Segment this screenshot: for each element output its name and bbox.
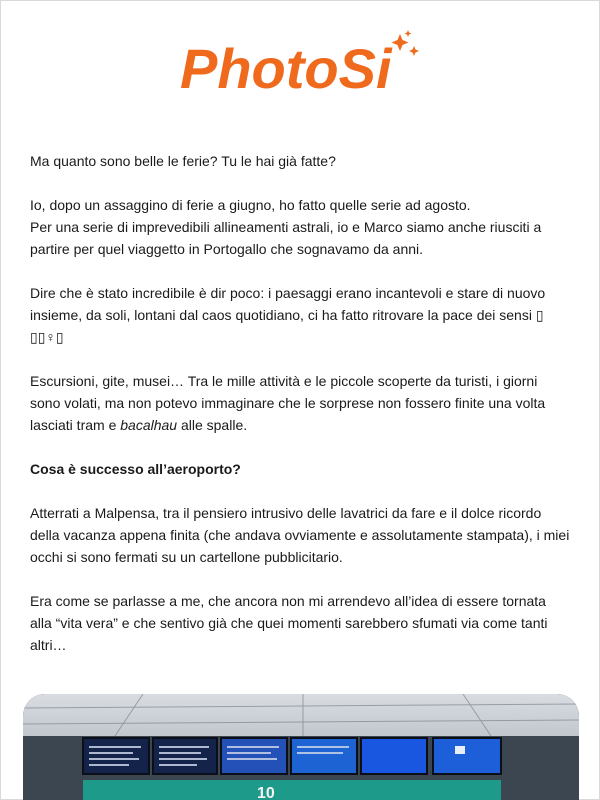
airport-photo-illustration <box>23 694 579 800</box>
excursions-end: alle spalle. <box>177 417 248 433</box>
airport-heading: Cosa è successo all’aeroporto? <box>30 461 241 477</box>
august-paragraph <box>30 194 570 260</box>
portugal-paragraph: Dire che è stato incredibile è dir poco: i paesaggi erano incantevoli e stare di nuovo insieme, da soli, lontani dal caos quotidiano, ci ha fatto ritrovare la pace dei sensi ▯ ▯▯♀▯ <box>30 285 546 345</box>
excursions-paragraph <box>30 370 570 436</box>
airport-photo <box>23 694 579 800</box>
logo-text: PhotoSi <box>180 37 392 100</box>
logo-stars-icon <box>392 30 420 56</box>
malpensa-paragraph: Atterrati a Malpensa, tra il pensiero intrusivo delle lavatrici da fare e il dolce ricordo della vacanza appena finita (che andava ovviamente e assolutamente stampata), i miei occhi si sono fermati su un cartellone pubblicitario. <box>30 505 570 565</box>
email-body <box>30 150 570 678</box>
real-life-paragraph: Era come se parlasse a me, che ancora non mi arrendevo all’idea di essere tornata alla “vita vera” e che sentivo già che quei momenti sarebbero sfumati via come tanti altri… <box>30 593 548 653</box>
bacalhau-word: bacalhau <box>120 417 178 433</box>
intro-paragraph: Ma quanto sono belle le ferie? Tu le hai già fatte? <box>30 153 336 169</box>
gate-number: 10 <box>257 785 275 800</box>
august-line-1: Io, dopo un assaggino di ferie a giugno, ho fatto quelle serie ad agosto. <box>30 197 471 213</box>
photosi-logo[interactable] <box>178 30 423 104</box>
august-line-2: Per una serie di imprevedibili allineamenti astrali, io e Marco siamo anche riusciti a partire per quel viaggetto in Portogallo che sognavamo da anni. <box>30 219 542 257</box>
departure-boards <box>83 738 501 774</box>
excursions-text: Escursioni, gite, musei… Tra le mille attività e le piccole scoperte da turisti, i giorni sono volati, ma non potevo immaginare che le sorprese non fossero finite una volta lasciati tram e <box>30 373 546 433</box>
